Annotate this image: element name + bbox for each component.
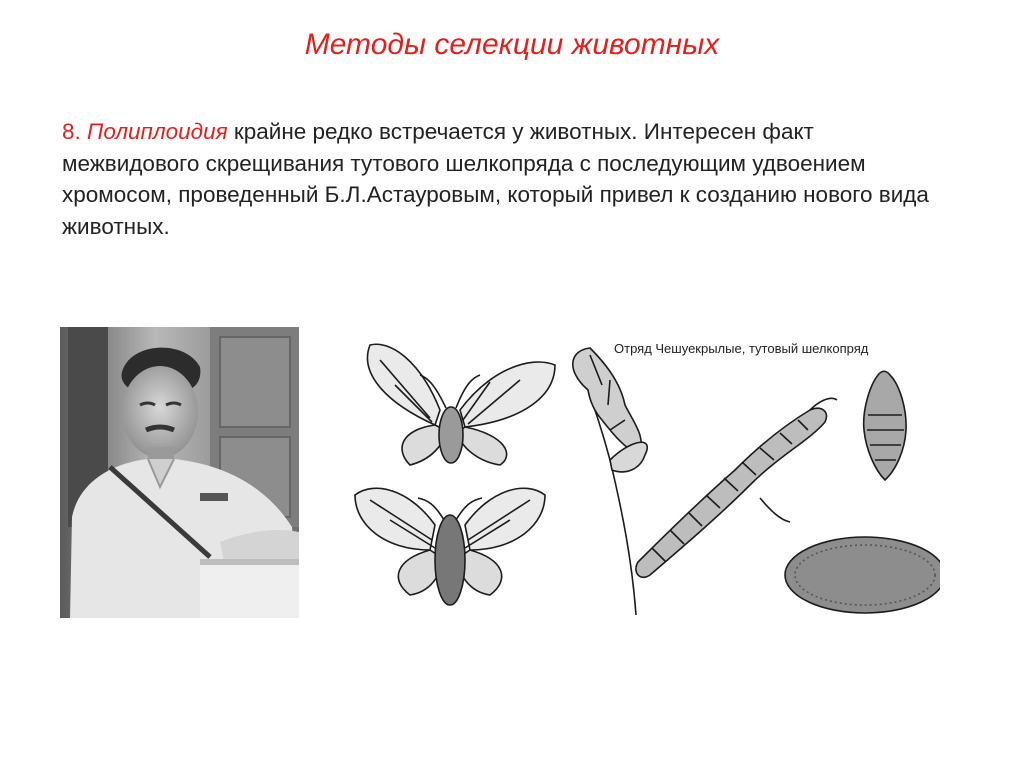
paragraph-term: Полиплоидия [87,119,228,144]
portrait-photo [60,327,299,618]
moth-lower-icon [355,488,545,605]
portrait-illustration [60,327,299,618]
cocoon-icon [785,537,940,613]
pupa-icon [864,371,906,480]
silkworm-drawing [340,330,940,630]
paragraph-number: 8. [62,119,81,144]
moth-upper-icon [368,344,555,465]
silkworm-illustration [340,330,940,630]
figure-caption: Отряд Чешуекрылые, тутовый шелкопряд [614,341,869,356]
mulberry-leaf-icon [573,348,648,615]
slide-title: Методы селекции животных [304,28,720,61]
paragraph-text: крайне редко встречается у животных. Интересен факт межвидового скрещивания тутового шелкопряда с последующим удвоением хромосом, проведенный Б.Л.Астауровым, который привел к созданию нового вида животных. [62,119,929,239]
body-paragraph [62,116,942,242]
